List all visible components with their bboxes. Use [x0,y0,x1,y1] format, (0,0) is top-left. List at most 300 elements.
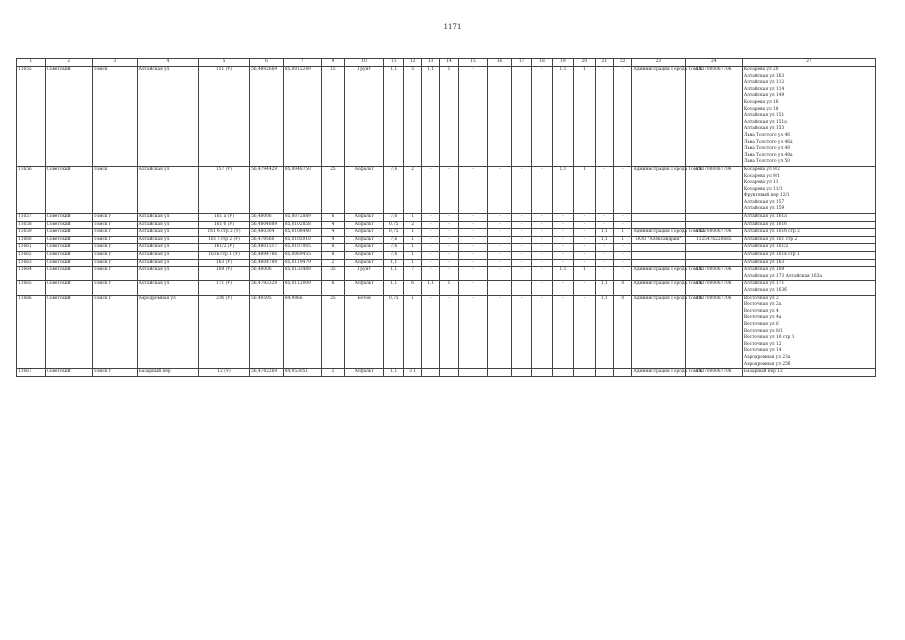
column-header: 11 [384,59,404,67]
cell-c18: - [532,229,552,237]
cell-c14: - [440,229,458,237]
cell-lon: 84,953051 [283,369,321,377]
cell-surface: Грунт [345,67,384,167]
cell-c12: 1 [404,295,421,369]
cell-c18: - [532,67,552,167]
cell-lat: 56,4794429 [250,166,284,213]
cell-c14: - [440,295,458,369]
cell-addresses [742,236,875,244]
cell-c9: 6 [321,214,345,222]
register-table [16,58,876,377]
address-line: Косарева ул 16 [743,99,779,105]
cell-c15: - [458,214,488,222]
cell-c16 [488,67,512,167]
cell-lat: 56,480304 [250,229,284,237]
cell-c16: - [488,214,512,222]
cell-street: Базарный пер [137,369,198,377]
table-row [17,369,876,377]
cell-surface: Асфальт [345,252,384,260]
cell-id: 11656 [17,166,46,213]
cell-street: Алтайская ул [137,229,198,237]
cell-c20: - [574,221,595,229]
cell-c18: - [532,267,552,281]
cell-c13: - [421,236,439,244]
cell-c18: - [532,259,552,267]
cell-c15: - [458,259,488,267]
cell-lat: 56,4742269 [250,369,284,377]
column-header: 16 [488,59,512,67]
address-line: Алтайская ул 161б стр 2 [743,229,800,235]
cell-house: 163 (У) [198,259,249,267]
cell-street: Алтайская ул [137,166,198,213]
address-line: Косарева ул 9/2 [743,166,780,172]
cell-c19: - [552,244,573,252]
cell-c19: - [552,252,573,260]
cell-lon: 85,0107005 [283,244,321,252]
cell-house: 171 (У) [198,281,249,295]
cell-id: 11663 [17,259,46,267]
cell-id: 11662 [17,252,46,260]
address-line: Алтайская ул 173 Алтайская 163а [743,273,822,279]
cell-lat: 56,4894766 [250,252,284,260]
cell-surface: Асфальт [345,236,384,244]
cell-lon: 84,9866 [283,295,321,369]
address-line: Алтайская ул 163б [743,288,787,293]
cell-lat: 56,48006 [250,214,284,222]
address-line: Косарева ул 9/1 [743,173,780,179]
cell-c21: - [595,244,613,252]
address-line: Восточная ул 12 [743,341,782,347]
cell-c22: - [614,259,632,267]
cell-owner [632,221,685,229]
cell-c17: - [511,229,531,237]
address-line: Льва Толстого ул 46а [743,139,793,145]
cell-addresses [742,244,875,252]
cell-district: Советский [45,259,92,267]
address-line: Льва Толстого ул 46 [743,132,791,138]
cell-c13: - [421,252,439,260]
header-row [17,59,876,67]
cell-c17: - [511,252,531,260]
cell-addresses [742,166,875,213]
cell-c20 [574,369,595,377]
column-header: 23 [632,59,685,67]
cell-c19: - [552,236,573,244]
cell-owner [632,244,685,252]
cell-lat: 56,4792329 [250,281,284,295]
cell-lon: 85,0119479 [283,259,321,267]
cell-c19: 1,1 [552,267,573,281]
cell-addresses [742,281,875,295]
cell-owner: Администрация Города Томск [632,267,685,281]
cell-house: 151 (У) [198,67,249,167]
address-line: Льва Толстого ул 48 [743,146,791,152]
cell-c12: 3 1 [404,369,421,377]
cell-c17: - [511,244,531,252]
cell-city: Томск г [92,244,137,252]
cell-ogrn: 1037000087706 [685,267,742,281]
cell-c15: - [458,67,488,167]
cell-c9: 4 [321,236,345,244]
cell-c18: - [532,236,552,244]
cell-c14: - [440,214,458,222]
cell-c19: - [552,295,573,369]
cell-c12: 1 [404,236,421,244]
address-line: Алтайская ул 163 [743,259,785,265]
cell-surface: Асфальт [345,259,384,267]
cell-c11: 1,1 [384,369,404,377]
cell-lon: 85,0133489 [283,267,321,281]
cell-c16: - [488,259,512,267]
cell-c22: - [614,221,632,229]
cell-c9: 35 [321,267,345,281]
cell-c16: - [488,229,512,237]
cell-house: 161в стр 1 (У) [198,252,249,260]
cell-lon: 85,0048750 [283,166,321,213]
cell-lat: 56,40595 [250,295,284,369]
cell-c9: 4 [321,221,345,229]
cell-c9: 25 [321,295,345,369]
column-header: 13 [421,59,439,67]
cell-c21: - [595,67,613,167]
column-header: 3 [92,59,137,67]
cell-c18: - [532,214,552,222]
cell-c14: - [440,267,458,281]
cell-city: Томск [92,67,137,167]
cell-city: Томск г [92,229,137,237]
column-header: 27 [742,59,875,67]
cell-c14: 1 [440,281,458,295]
cell-c20: 1 [574,67,595,167]
cell-owner [632,252,685,260]
cell-c13: - [421,166,439,213]
cell-c13: 1,1 [421,67,439,167]
cell-c13: - [421,267,439,281]
cell-addresses [742,369,875,377]
cell-c20: 1 [574,166,595,213]
address-line: Алтайская ул 161а [743,214,787,220]
cell-c11: 0,75 [384,295,404,369]
address-line: Алтайская ул 157 [743,199,785,205]
cell-district: Советский [45,166,92,213]
cell-c14: - [440,244,458,252]
cell-c13: - [421,259,439,267]
cell-lon: 85,0105910 [283,236,321,244]
address-line: Аэродромная ул 23а [743,354,791,360]
table-row [17,267,876,281]
column-header: 1 [17,59,46,67]
cell-ogrn: 1125476220685 [685,236,742,244]
cell-owner: Администрация Города Томск [632,166,685,213]
cell-c22: - [614,67,632,167]
cell-id: 11658 [17,221,46,229]
cell-house: 169 (У) [198,267,249,281]
cell-district: Советский [45,295,92,369]
address-line: Алтайская ул 112 [743,80,785,86]
cell-surface: Асфальт [345,166,384,213]
cell-c15: - [458,267,488,281]
table-row [17,67,876,167]
cell-lat: 56,4801517 [250,244,284,252]
cell-street: Алтайская ул [137,221,198,229]
cell-c11: 7,6 [384,244,404,252]
table-row [17,244,876,252]
column-header: 19 [552,59,573,67]
cell-district: Советский [45,214,92,222]
cell-house: 161 б (У) [198,221,249,229]
address-line: Льва Толстого ул 50 [743,159,791,165]
cell-c18: - [532,244,552,252]
cell-c13: - [421,229,439,237]
cell-city: Томск г [92,252,137,260]
cell-c9: 6 [321,281,345,295]
cell-district: Советский [45,67,92,167]
cell-c12: 5 [404,67,421,167]
cell-c20: - [574,244,595,252]
column-header: 14 [440,59,458,67]
cell-house: 161 б стр 2 (У) [198,229,249,237]
cell-c22: 0 [614,281,632,295]
table-row [17,166,876,213]
cell-ogrn [685,221,742,229]
cell-c19 [552,369,573,377]
column-header: 18 [532,59,552,67]
cell-c19: - [552,281,573,295]
cell-lat: 56,479560 [250,236,284,244]
cell-c21: - [595,252,613,260]
cell-c17: - [511,295,531,369]
cell-c20: - [574,295,595,369]
cell-house: 161 / стр 2 (У) [198,236,249,244]
address-line: Алтайская ул 151а [743,119,787,125]
column-header: 7 [283,59,321,67]
address-line: Алтайская ул 114 [743,86,785,92]
cell-c17: - [511,259,531,267]
cell-c14 [440,369,458,377]
cell-c14: - [440,259,458,267]
cell-c16: - [488,267,512,281]
cell-c12: 7 [404,267,421,281]
column-header: 2 [45,59,92,67]
cell-c21: 1,1 [595,281,613,295]
cell-c20: - [574,252,595,260]
cell-addresses [742,252,875,260]
cell-c16: - [488,244,512,252]
table-row [17,221,876,229]
cell-ogrn: 1037000087706 [685,67,742,167]
column-header: 22 [614,59,632,67]
cell-id: 11667 [17,369,46,377]
cell-c18: - [532,295,552,369]
cell-c12: 1 [404,259,421,267]
address-line: Восточная ул 2а [743,302,782,308]
cell-c18: - [532,252,552,260]
cell-street: Алтайская ул [137,214,198,222]
address-line: Алтайская ул 161 стр 2 [743,236,798,242]
cell-addresses [742,259,875,267]
cell-ogrn: 1037000087706 [685,369,742,377]
cell-c20: - [574,236,595,244]
address-line: Восточная ул 8/1 [743,328,783,334]
address-line: Восточная ул 4 [743,308,779,314]
cell-c9: 4 [321,229,345,237]
address-line: Алтайская ул 161/2 [743,244,789,250]
cell-c15: - [458,295,488,369]
cell-c18: - [532,221,552,229]
cell-surface: Асфальт [345,229,384,237]
cell-lat: 56,4892669 [250,67,284,167]
cell-c12: 1 [404,244,421,252]
cell-house: 161/2 (У) [198,244,249,252]
cell-city: Томск г [92,214,137,222]
cell-c13: - [421,221,439,229]
cell-lat: 56,4804889 [250,221,284,229]
cell-id: 11659 [17,229,46,237]
cell-owner: Администрация Города Томска [632,229,685,237]
cell-id: 11657 [17,214,46,222]
cell-c21: - [595,214,613,222]
cell-surface: Асфальт [345,214,384,222]
cell-ogrn [685,252,742,260]
cell-lat: 56,48006 [250,267,284,281]
cell-c15: - [458,244,488,252]
cell-c22: - [614,244,632,252]
cell-ogrn: 1037000087706 [685,281,742,295]
table-row [17,281,876,295]
cell-c17 [511,281,531,295]
cell-district: Советский [45,221,92,229]
cell-c18: - [532,281,552,295]
cell-c14: - [440,166,458,213]
address-line: Алтайская ул 159 [743,206,785,212]
cell-district: Советский [45,369,92,377]
cell-c9: 2 [321,369,345,377]
address-line: Алтайская ул 161в стр 1 [743,252,800,258]
cell-lat: 56,4804789 [250,259,284,267]
cell-c17: - [511,166,531,213]
cell-c13: - [421,244,439,252]
cell-c12: 1 [404,214,421,222]
column-header: 4 [137,59,198,67]
cell-c16 [488,369,512,377]
address-line: Алтайская ул 153 [743,126,785,132]
address-line: Алтайская ул 163 [743,73,785,79]
cell-district: Советский [45,244,92,252]
cell-city: Томск г [92,369,137,377]
cell-c9: 8 [321,252,345,260]
cell-c11: 7,6 [384,252,404,260]
cell-c14: - [440,252,458,260]
cell-c21: - [595,259,613,267]
cell-city: Томск г [92,281,137,295]
column-header: 17 [511,59,531,67]
cell-c20: - [574,259,595,267]
address-line: Косарева ул 18 [743,106,779,112]
address-line: Аэродромная ул 25б [743,361,791,367]
cell-c16: - [488,166,512,213]
cell-surface: Грунт [345,267,384,281]
cell-c18: - [532,166,552,213]
cell-owner [632,214,685,222]
cell-surface: Бетон [345,295,384,369]
cell-street: Алтайская ул [137,244,198,252]
cell-c18 [532,369,552,377]
column-header: 15 [458,59,488,67]
cell-addresses [742,221,875,229]
cell-house: 23б (У) [198,295,249,369]
cell-street: Алтайская ул [137,267,198,281]
address-line: Восточная ул 2 [743,295,779,301]
cell-c20: - [574,281,595,295]
cell-c16: - [488,221,512,229]
cell-c11: 0,75 [384,221,404,229]
cell-c12: 1 [404,252,421,260]
cell-city: Томск [92,166,137,213]
column-header: 10 [345,59,384,67]
cell-c16 [488,281,512,295]
cell-c11: 7,6 [384,166,404,213]
cell-c14: - [440,236,458,244]
cell-c20: - [574,214,595,222]
cell-c12: 2 [404,221,421,229]
cell-c21: 1,1 [595,295,613,369]
cell-district: Советский [45,267,92,281]
cell-ogrn [685,214,742,222]
address-line: Алтайская ул 161б [743,221,787,227]
cell-lon: 85,0108440 [283,229,321,237]
address-line: Фруктовый пер 12/1 [743,193,790,199]
cell-surface: Асфальт [345,221,384,229]
cell-id: 11661 [17,244,46,252]
cell-c19: 1,1 [552,166,573,213]
cell-c22 [614,369,632,377]
cell-c22: - [614,214,632,222]
cell-c19: - [552,221,573,229]
cell-district: Советский [45,252,92,260]
cell-c13 [421,369,439,377]
cell-addresses [742,67,875,167]
cell-id: 11665 [17,281,46,295]
cell-surface: Асфальт [345,281,384,295]
cell-c9: 25 [321,166,345,213]
cell-owner: Администрация Города Томск [632,281,685,295]
cell-street: Алтайская ул [137,236,198,244]
cell-c19: - [552,229,573,237]
cell-addresses [742,214,875,222]
cell-c11: 0,75 [384,229,404,237]
table-row [17,259,876,267]
page-number: 1171 [443,23,462,31]
cell-c16 [488,236,512,244]
cell-owner: Администрация Города Томск [632,369,685,377]
address-line: Косарева ул 20 [743,67,779,72]
cell-c22: 1 [614,236,632,244]
cell-c22: - [614,166,632,213]
cell-city: Томск г [92,259,137,267]
table-row [17,229,876,237]
address-line: Алтайская ул 169 [743,267,785,273]
cell-c15: - [458,252,488,260]
cell-owner: Администрация Города Томск [632,67,685,167]
cell-owner: Администрация Города Томск [632,295,685,369]
address-line: Восточная ул 10 стр 1 [743,335,795,341]
cell-lon: 85,0012249 [283,67,321,167]
cell-addresses [742,267,875,281]
cell-street: Алтайская ул [137,252,198,260]
cell-c9: 2 [321,259,345,267]
address-line: Восточная ул 4а [743,315,782,321]
column-header: 21 [595,59,613,67]
